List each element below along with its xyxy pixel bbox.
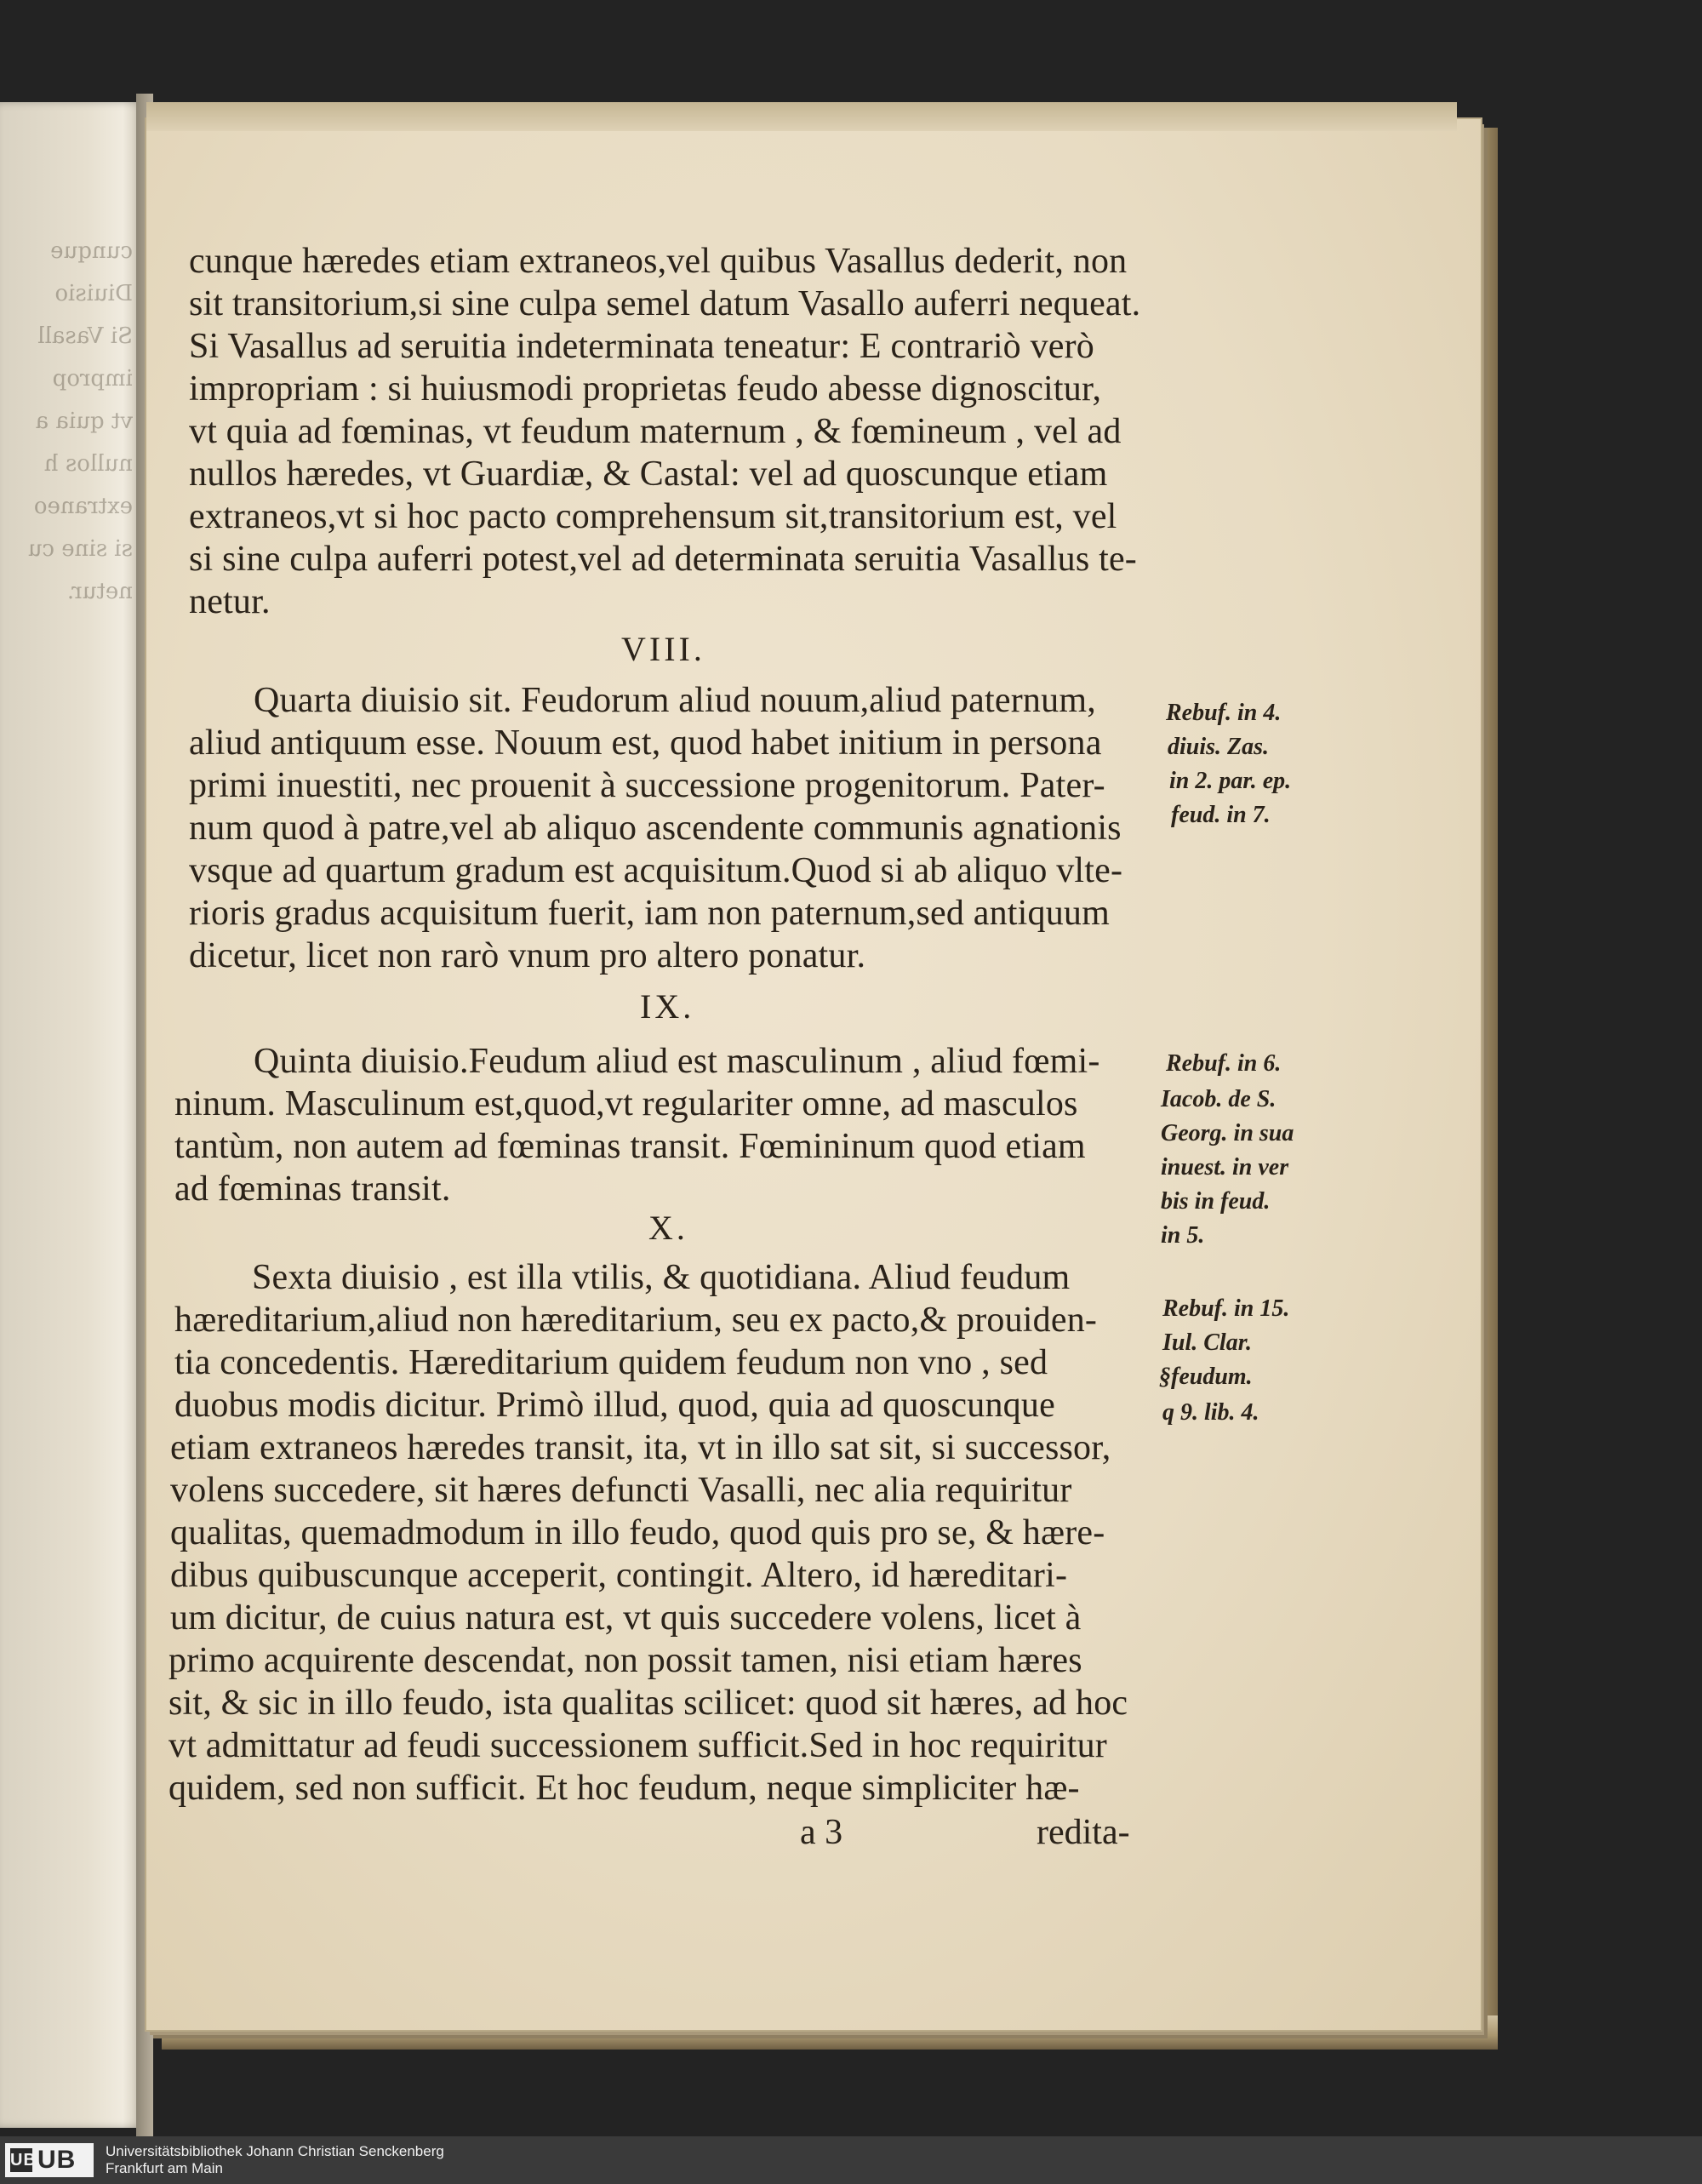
signature-mark: a 3 [800,1813,843,1852]
library-logo-text: UB [37,2146,77,2174]
margin-note: inuest. in ver [1161,1154,1289,1181]
margin-note: diuis. Zas. [1168,734,1270,760]
body-line: vt admittatur ad feudi successionem sufficit.Sed in hoc requiritur [168,1726,1107,1765]
library-footer [0,2136,1702,2184]
margin-note: Iul. Clar. [1162,1329,1253,1356]
margin-note: feud. in 7. [1171,802,1271,828]
body-line: Quinta diuisio.Feudum aliud est masculinum , aliud fœmi- [254,1042,1100,1081]
body-line: volens succedere, sit hæres defuncti Vasalli, nec alia requiritur [170,1471,1072,1510]
body-line: ad fœminas transit. [174,1169,451,1209]
body-line: dibus quibuscunque acceperit, contingit. Altero, id hæreditari- [170,1556,1068,1595]
margin-note: Georg. in sua [1161,1120,1294,1146]
body-line: rioris gradus acquisitum fuerit, iam non paternum,sed antiquum [189,894,1111,933]
body-line: num quod à patre,vel ab aliquo ascendente communis agnationis [189,809,1122,848]
margin-note: in 5. [1161,1222,1205,1249]
body-line: Sexta diuisio , est illa vtilis, & quotidiana. Aliud feudum [252,1258,1071,1297]
body-line: vt quia ad fœminas, vt feudum maternum , & fœmineum , vel ad [189,412,1122,451]
margin-note: in 2. par. ep. [1169,768,1292,794]
library-name-line2: Frankfurt am Main [106,2160,223,2176]
body-line: um dicitur, de cuius natura est, vt quis succedere volens, licet à [170,1598,1082,1638]
body-line: primi inuestiti, nec prouenit à successione progenitorum. Pater- [189,766,1105,805]
body-line: sit transitorium,si sine culpa semel datum Vasallo auferri nequeat. [189,284,1141,323]
margin-note: Rebuf. in 6. [1166,1050,1282,1077]
body-line: Si Vasallus ad seruitia indeterminata teneatur: E contrariò verò [189,327,1095,366]
body-line: si sine culpa auferri potest,vel ad determinata seruitia Vasallus te- [189,540,1137,579]
section-heading-ix: IX. [640,987,695,1026]
body-line: quidem, sed non sufficit. Et hoc feudum, neque simpliciter hæ- [168,1769,1080,1808]
margin-note: Iacob. de S. [1161,1086,1276,1112]
body-line: dicetur, licet non rarò vnum pro altero ponatur. [189,936,866,975]
body-line: tantùm, non autem ad fœminas transit. Fœmininum quod etiam [174,1127,1086,1166]
body-line: duobus modis dicitur. Primò illud, quod, quia ad quoscunque [174,1386,1055,1425]
margin-note: bis in feud. [1161,1188,1271,1215]
body-line: impropriam : si huiusmodi proprietas feudo abesse dignoscitur, [189,369,1102,409]
body-line: sit, & sic in illo feudo, ista qualitas scilicet: quod sit hæres, ad hoc [168,1684,1128,1723]
body-line: aliud antiquum esse. Nouum est, quod habet initium in persona [189,723,1102,763]
body-line: vsque ad quartum gradum est acquisitum.Quod si ab aliquo vlte- [189,851,1123,890]
body-line: nullos hæredes, vt Guardiæ, & Castal: vel ad quoscunque etiam [189,455,1108,494]
margin-note: Rebuf. in 15. [1162,1295,1290,1322]
body-line: primo acquirente descendat, non possit tamen, nisi etiam hæres [168,1641,1082,1680]
library-name-line1: Universitätsbibliothek Johann Christian Senckenberg [106,2143,444,2159]
margin-note: q 9. lib. 4. [1162,1399,1259,1426]
body-line: hæreditarium,aliud non hæreditarium, seu ex pacto,& prouiden- [174,1301,1098,1340]
body-line: Quarta diuisio sit. Feudorum aliud nouum,aliud paternum, [254,681,1096,720]
catchword: redita- [1037,1813,1130,1852]
left-page-bleed-text: cunque Diuisio Si Vasall improp vt quia a nullos h extraneo si sine cu netur. [27,238,133,604]
margin-note: §feudum. [1159,1364,1253,1390]
library-name [106,2143,444,2177]
body-line: ninum. Masculinum est,quod,vt regulariter omne, ad masculos [174,1084,1078,1123]
library-logo-icon: UB [10,2148,32,2172]
body-line: extraneos,vt si hoc pacto comprehensum sit,transitorium est, vel [189,497,1117,536]
section-heading-viii: VIII. [621,630,705,668]
body-line: tia concedentis. Hæreditarium quidem feudum non vno , sed [174,1343,1048,1382]
section-heading-x: X. [648,1209,688,1247]
margin-note: Rebuf. in 4. [1166,700,1282,726]
body-line: netur. [189,582,271,621]
library-logo [5,2143,94,2177]
body-line: cunque hæredes etiam extraneos,vel quibus Vasallus dederit, non [189,242,1128,281]
body-line: etiam extraneos hæredes transit, ita, vt in illo sat sit, si successor, [170,1428,1111,1467]
body-line: qualitas, quemadmodum in illo feudo, quod quis pro se, & hære- [170,1513,1105,1552]
